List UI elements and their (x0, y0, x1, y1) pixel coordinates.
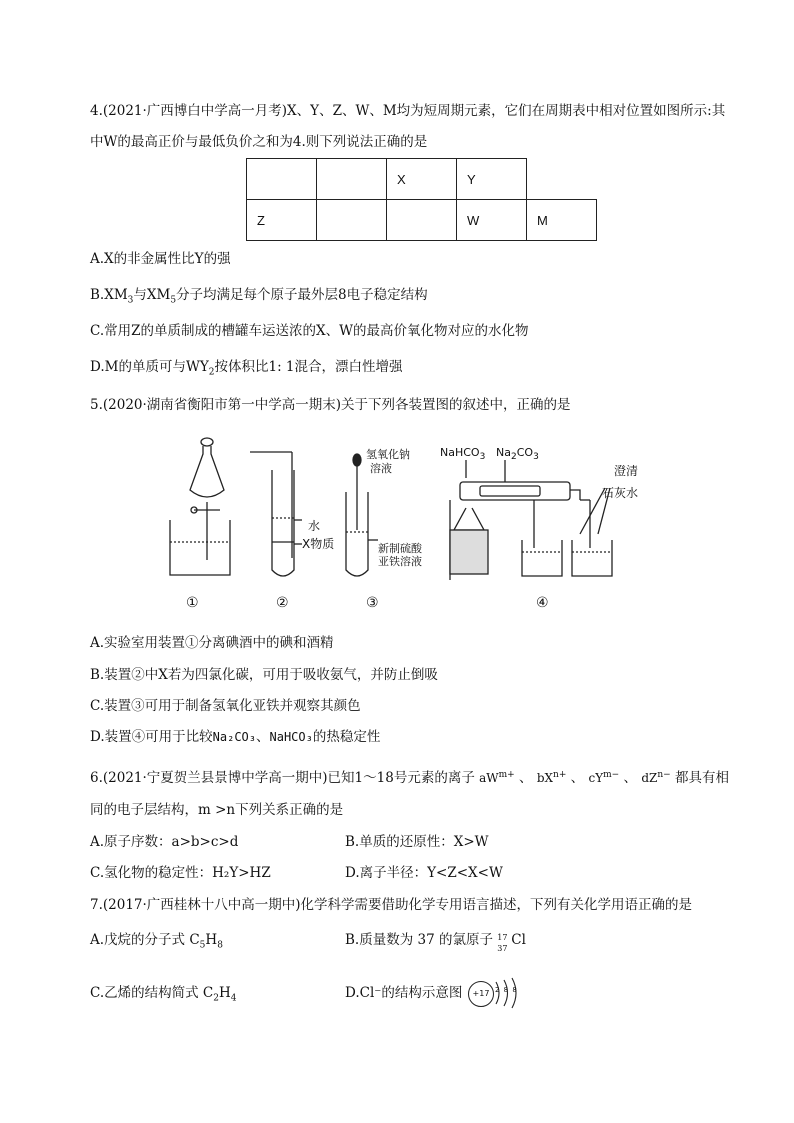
label-x-substance: X物质 (302, 537, 335, 551)
label-naoh-1: 氢氧化钠 (366, 448, 410, 461)
q6-stem-line2: 同的电子层结构，m >n下列关系正确的是 (90, 802, 344, 818)
q4-option-b: $B.XM_3$与$XM_5$分子均满足每个原子最外层8电子稳定结构 (90, 287, 428, 306)
label-na2co3: $Na_2CO_3$ (496, 446, 539, 463)
q5-stem: 5.(2020·湖南省衡阳市第一中学高一期末)关于下列各装置图的叙述中，正确的是 (90, 397, 571, 413)
q6-option-b: B.单质的还原性：X>W (345, 834, 489, 850)
table-cell (317, 159, 387, 200)
q7-option-b: B.质量数为 37 的氯原子 17 37 Cl (345, 932, 526, 953)
q7-option-d: D.Cl⁻的结构示意图 (345, 985, 463, 1001)
label-feso4-2: 亚铁溶液 (378, 555, 422, 568)
q5-option-b: B.装置②中X若为四氯化碳，可用于吸收氨气，并防止倒吸 (90, 667, 438, 683)
apparatus-figure (150, 430, 670, 610)
table-cell (247, 159, 317, 200)
table-cell (317, 200, 387, 241)
table-cell: Z (247, 200, 317, 241)
figure-number-1: ① (186, 595, 199, 611)
q6-option-a: A.原子序数：a>b>c>d (90, 834, 239, 850)
q4-stem-line1: 4.(2021·广西博白中学高一月考)X、Y、Z、W、M均为短周期元素，它们在周期表中相对位置如图所示:其 (90, 103, 726, 119)
q6-option-d: D.离子半径：Y<Z<X<W (345, 865, 503, 881)
q4-stem-line2: 中W的最高正价与最低负价之和为4.则下列说法正确的是 (90, 134, 428, 150)
label-feso4-1: 新制硫酸 (378, 542, 422, 555)
label-naoh-2: 溶液 (370, 462, 392, 475)
q5-option-a: A.实验室用装置①分离碘酒中的碘和酒精 (90, 635, 334, 651)
table-cell (387, 200, 457, 241)
heating-apparatus-icon (450, 460, 612, 580)
table-cell: W (457, 200, 527, 241)
q4-option-c: C.常用Z的单质制成的槽罐车运送浓的X、W的最高价氧化物对应的水化物 (90, 323, 529, 339)
label-nahco3: NaHCO$_3$ (440, 446, 486, 463)
table-cell: X (387, 159, 457, 200)
q7-stem: 7.(2017·广西桂林十八中高一期中)化学科学需要借助化学专用语言描述，下列有关化学用语正确的是 (90, 897, 693, 913)
q7-option-a: A.戊烷的分子式 $C_5H_8$ (90, 932, 223, 951)
q4-option-a: A.X的非金属性比Y的强 (90, 251, 231, 267)
figure-number-3: ③ (366, 595, 379, 611)
figure-number-4: ④ (536, 595, 549, 611)
periodic-table-fragment (246, 158, 597, 241)
shell-electron-counts: 2 8 8 (495, 986, 518, 994)
q6-option-c: C.氢化物的稳定性：H₂Y>HZ (90, 865, 271, 881)
test-tube-icon (250, 452, 302, 576)
q6-stem-line1: 6.(2021·宁夏贺兰县景博中学高一期中)已知1～18号元素的离子 $aW^{m+}$ 、 $bX^{n+}$ 、 $cY^{m-}$ 、 $dZ^{n-}$ 都具有相 (90, 770, 729, 786)
cl-ion-structure-diagram (468, 976, 520, 1010)
figure-number-2: ② (276, 595, 289, 611)
q5-option-c: C.装置③可用于制备氢氧化亚铁并观察其颜色 (90, 698, 361, 714)
q4-option-d: D.M的单质可与$WY_2$按体积比1: 1混合，漂白性增强 (90, 359, 403, 378)
label-limewater-2: 石灰水 (602, 486, 639, 500)
nucleus-circle: +17 (468, 981, 494, 1007)
q7-option-c: C.乙烯的结构简式 $C_2H_4$ (90, 985, 237, 1004)
table-cell: Y (457, 159, 527, 200)
table-cell: M (527, 200, 597, 241)
separatory-funnel-icon (170, 438, 230, 575)
q5-option-d: D.装置④可用于比较Na₂CO₃、NaHCO₃的热稳定性 (90, 729, 381, 745)
label-water: 水 (308, 519, 321, 533)
label-limewater-1: 澄清 (614, 464, 639, 478)
